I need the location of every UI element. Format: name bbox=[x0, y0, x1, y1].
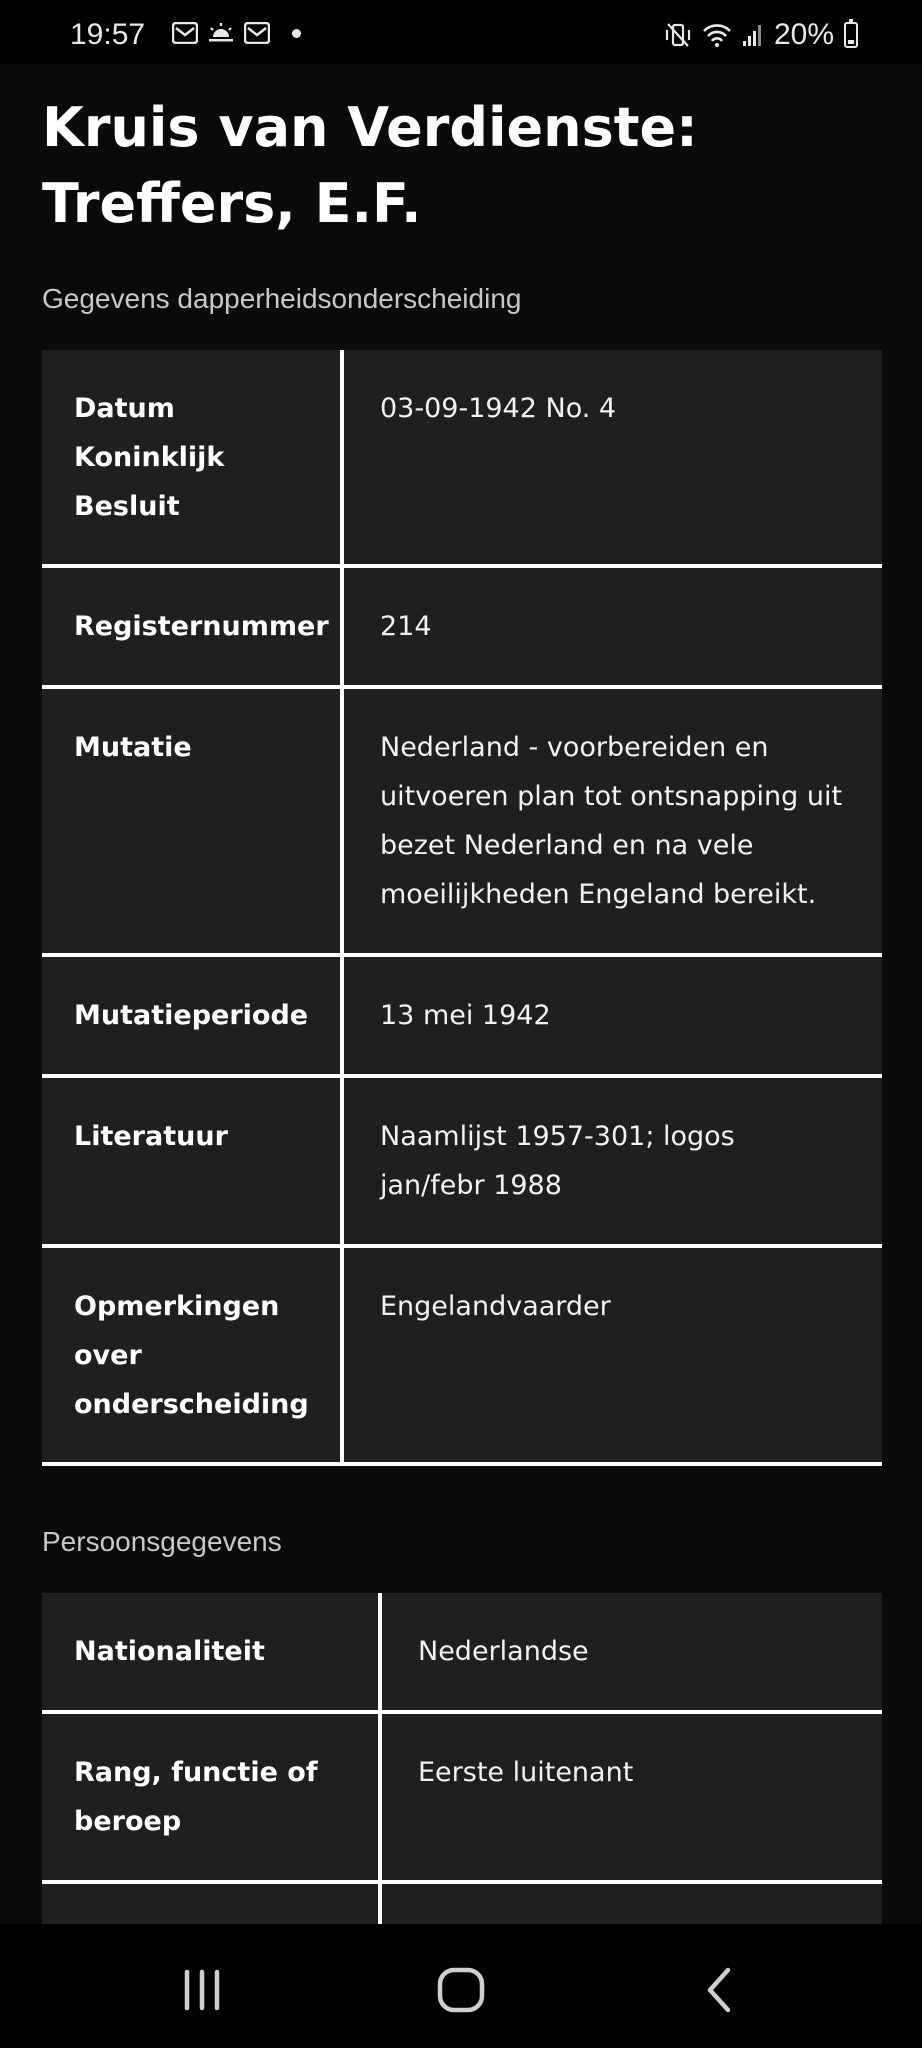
table-row-partial bbox=[42, 1884, 882, 1924]
section-label-award: Gegevens dapperheidsonderscheiding bbox=[42, 283, 522, 314]
row-value: Engelandvaarder bbox=[380, 1291, 611, 1322]
mute-vibrate-icon bbox=[664, 22, 692, 48]
system-status bbox=[664, 18, 858, 52]
row-label: Literatuur bbox=[42, 1078, 344, 1244]
weather-sunrise-icon bbox=[208, 22, 234, 44]
battery-percent: 20% bbox=[773, 18, 834, 51]
table-row bbox=[42, 689, 882, 957]
row-value: 13 mei 1942 bbox=[380, 1000, 551, 1031]
page-content bbox=[0, 64, 922, 1924]
row-value: Naamlijst 1957-301; logos jan/febr 1988 bbox=[380, 1121, 735, 1201]
page-title: Kruis van Verdienste: Treffers, E.F. bbox=[42, 96, 698, 235]
section-label-person: Persoonsgegevens bbox=[42, 1526, 282, 1557]
system-nav-bar bbox=[0, 1924, 922, 2048]
table-row bbox=[42, 1593, 882, 1714]
signal-icon bbox=[742, 23, 764, 47]
table-row bbox=[42, 1078, 882, 1248]
table-row bbox=[42, 957, 882, 1078]
notification-icons bbox=[172, 22, 301, 44]
row-value: 03-09-1942 No. 4 bbox=[380, 393, 617, 424]
person-details-table bbox=[42, 1593, 882, 1924]
row-label: Rang, functie of beroep bbox=[42, 1714, 382, 1880]
home-icon[interactable] bbox=[431, 1960, 491, 2020]
row-value bbox=[382, 1884, 882, 1924]
battery-icon bbox=[844, 22, 858, 48]
row-value: Eerste luitenant bbox=[418, 1757, 634, 1788]
row-label: Nationaliteit bbox=[42, 1593, 382, 1710]
dot-icon bbox=[292, 29, 301, 38]
status-bar bbox=[0, 0, 922, 64]
status-time: 19:57 bbox=[70, 18, 146, 51]
table-row bbox=[42, 350, 882, 568]
table-row bbox=[42, 1714, 882, 1884]
mail-icon bbox=[244, 22, 270, 44]
row-label: Opmerkingen over onderscheiding bbox=[42, 1248, 344, 1462]
row-value: Nederlandse bbox=[418, 1636, 589, 1667]
row-value: Nederland - voorbereiden en uitvoeren plan tot ontsnapping uit bezet Nederland en na vele moeilijkheden Engeland bereikt. bbox=[380, 732, 843, 910]
table-row bbox=[42, 568, 882, 689]
row-label bbox=[42, 1884, 382, 1924]
table-row bbox=[42, 1248, 882, 1466]
award-details-table bbox=[42, 350, 882, 1466]
recents-icon[interactable] bbox=[172, 1960, 232, 2020]
row-value: 214 bbox=[380, 611, 432, 642]
row-label: Mutatie bbox=[42, 689, 344, 953]
wifi-icon bbox=[702, 22, 732, 48]
back-icon[interactable] bbox=[690, 1960, 750, 2020]
row-label: Mutatieperiode bbox=[42, 957, 344, 1074]
row-label: Registernummer bbox=[42, 568, 344, 685]
row-label: Datum Koninklijk Besluit bbox=[42, 350, 344, 564]
mail-icon bbox=[172, 22, 198, 44]
